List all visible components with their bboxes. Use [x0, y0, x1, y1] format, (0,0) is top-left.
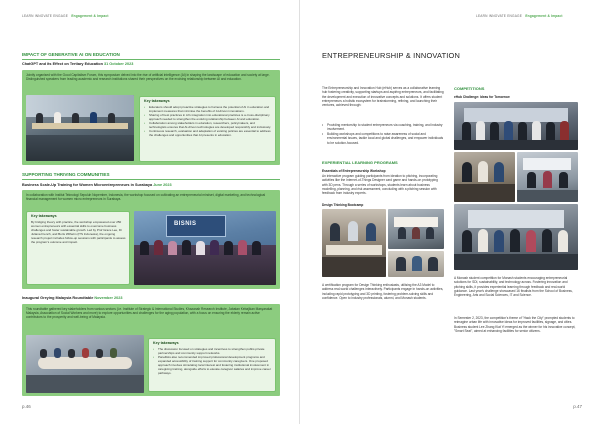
running-header-right: LEARN INNOVATE ENGAGE Engagement & Impact: [476, 14, 563, 18]
thriving-intro: In collaboration with Institut Teknologi Sepuluh Nopember, Indonesia, the workshop focused on cultivating an entrepreneurial mindset, digital marketing, and technological financial management for women micro entrepreneurs in Surabaya.: [26, 193, 266, 202]
competition-photo-2: [454, 152, 515, 202]
list-item: • Educators should adopt proactive strategies to harness the potential of AI in education and implement measures that minimise the benefits of AI-driven innovations.: [144, 105, 273, 113]
photo-banner-text: BISNIS: [174, 221, 197, 227]
takeaways-heading: Key takeaways: [153, 341, 179, 345]
competition-text-1: A Monash student competition for Monash students encouraging entrepreneurial solutions for SDI, sustainability, and technology across. Fostering innovation and pitching skills, it provides experiential learning through feedback and real-world guidance. Last year's challenge showcased 16 finalists from the School of Business, Engineering, Arts and Social Sciences, IT and Science.: [454, 276, 573, 298]
ehub-intro: The Entrepreneurship and Innovation Hub (eHub) serves as a collaborative learning hub fostering creativity, supporting startups and aspiring entrepreneurs, and facilitating the development and execution of innovative concepts and solutions. It offers student entrepreneurs a holistic ecosystem for brainstorming, refining, and launching their ventures, achieved through:: [322, 86, 444, 108]
section-rule: [22, 59, 280, 60]
list-item: • Continuous research, evaluation and adaptation of existing policies are essential to address the challenges and opportunities that AI presents in education.: [144, 129, 273, 137]
page-number-left: p.46: [22, 404, 31, 409]
section-title-thriving: SUPPORTING THRIVING COMMUNITIES: [22, 172, 110, 177]
roundtable-takeaways-box: [148, 338, 276, 392]
running-header-left: LEARN INNOVATE ENGAGE Engagement & Impact: [22, 14, 109, 18]
roundtable-green-box: [22, 304, 280, 396]
right-page: [300, 0, 600, 424]
list-item: • Building workshops and competitions to raise awareness of social and environmental issues, tackle local and global challenges, and empower individuals to be solution-focused.: [322, 132, 444, 145]
subtitle-chatgpt: ChatGPT and its Effect on Tertiary Education 31 October 2023: [22, 62, 134, 66]
page-title: ENTREPRENEURSHIP & INNOVATION: [322, 51, 461, 60]
competition-photo-1: [454, 102, 578, 150]
impact-takeaways-list: [144, 105, 273, 137]
workshop-photo: [134, 211, 276, 285]
impact-takeaways-box: [139, 96, 276, 162]
section-title-competitions: COMPETITIONS: [454, 86, 485, 91]
roundtable-photo: [26, 335, 144, 393]
symposium-photo: [26, 95, 134, 161]
takeaways-heading: Key takeaways: [144, 99, 170, 103]
list-item: • Providing mentorship to student entrepreneurs via coaching, training, and industry involvement.: [322, 123, 444, 132]
competition-photo-3: [517, 152, 578, 202]
impact-intro: Jointly organised with the Good Capitalism Forum, this symposium delved into the rise of artificial intelligence (AI) in shaping the landscape of education and society at large. Distinguished speakers from leading academic and research institutions shared their perspectives on the evolving relationship between AI and education.: [26, 73, 270, 82]
list-item: • Panellists also recommended improved professional development programs and expanded accessibility of training support for community caregivers. One proposed approach involves stimulating local interest and fostering institutional involvement in caregiving training, alongside efforts to elevate caregiver salaries and improve career pathways.: [153, 355, 273, 375]
thriving-outcome-box: [26, 211, 130, 285]
competition-name: eHub Challenge: Ideas for Tomorrow: [454, 95, 510, 99]
section-title-impact: IMPACT OF GENERATIVE AI ON EDUCATION: [22, 52, 120, 57]
thriving-green-box: [22, 190, 280, 289]
subtitle-surabaya: Business Scale-Up Training for Women Microentrepreneurs in Surabaya June 2023: [22, 183, 172, 187]
program-name: Essentials of Entrepreneurship Workshop: [322, 169, 386, 173]
list-item: • The discussion focused on strategies and incentives to strengthen public-private partnerships and community support networks.: [153, 347, 273, 355]
list-item: • Sharing of best practices in AI's integration into educational practices is a cross-disciplinary approach needed to strengthen the evolving relationship between AI and education.: [144, 113, 273, 121]
list-item: • Collaboration among stakeholders in education, researchers, policymakers, and technologists ensures that AI-driven technologies are developed responsibly and inclusively.: [144, 121, 273, 129]
impact-green-box: [22, 70, 280, 165]
bootcamp-photo-2: [388, 209, 444, 249]
roundtable-intro: This roundtable gathered key stakeholders from various sectors (i.e. Institute of Strategic & International Studies, Khazanah Research Institute, Jabatan Kebajikan Masyarakat Malaysia, Association of Social Workers and more) to explore opportunities and challenges for the aging population, with a focus on ensuring the elderly remain active contributors to the prosperity and well-being of Malaysia.: [26, 307, 273, 320]
outcome-text: By bridging theory with practice, the workshop empowered over 250 women entrepreneurs with essential skills to overcome business challenges and foster sustainable growth. Led by Prof Grace Lee, Dr Juliana French, and Boris Wilhelm (ITS Indonesia), the ongoing research project includes follow-up sessions with participants to assess the program's outcome and impact.: [31, 220, 126, 244]
competition-photo-4: [454, 204, 578, 270]
section-rule: [22, 179, 280, 180]
section-title-learning: EXPERIENTIAL LEARNING PROGRAMS: [322, 160, 398, 165]
subtitle-roundtable: Inaugural Greying Malaysia Roundtable November 2023: [22, 296, 123, 300]
page-number-right: p.47: [573, 404, 582, 409]
outcome-heading: Key takeaways: [31, 214, 57, 218]
bootcamp-photo-1: [322, 209, 386, 277]
program-text: An interactive program guiding participants from ideation to pitching, incorporating activities like the Internet-of-Things Designer card game and hands-on prototyping with 3D pens. Through a series of workshops, students learn about business modelling, planning, and risk assessment, concluding with a pitching session with feedback from industry experts.: [322, 174, 438, 196]
bootcamp-name: Design Thinking Bootcamp: [322, 203, 364, 207]
bootcamp-photo-3: [388, 251, 444, 277]
competition-text-2: In Semester 2, 2023, the competition's theme of "Hack the City" prompted students to reimagine urban life with innovative ideas for improved facilities, signage, and cities. Business student Lee Zhang Kiat Yi emerged as the winner for his innovative concept, "Smart Seat", aimed at enhancing facilities for senior citizens.: [454, 316, 576, 333]
roundtable-takeaways-list: [153, 347, 273, 375]
bootcamp-text: A certification program for Design Thinking enthusiasts, utilising the A3 Model to address real-world challenges interactively. Participants engage in hands-on activities, including rapid prototyping and 3D printing, fostering problem-solving skills and confidence. Open to industry professionals, alumni, and Monash students.: [322, 283, 444, 300]
ehub-bullets: [322, 123, 444, 145]
